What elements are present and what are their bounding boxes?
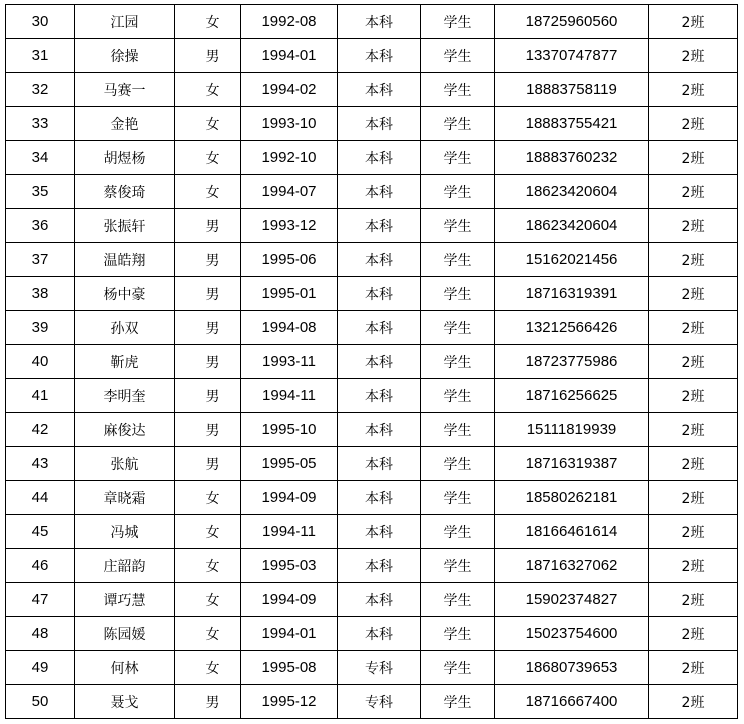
gender-cell: 男 — [175, 379, 241, 413]
occupation-cell: 学生 — [421, 583, 495, 617]
student-name-cell: 孙双 — [75, 311, 175, 345]
birth-date-cell: 1994-01 — [241, 39, 338, 73]
birth-date-cell: 1992-08 — [241, 5, 338, 39]
education-level-cell: 本科 — [338, 379, 421, 413]
gender-cell: 女 — [175, 481, 241, 515]
class-name-cell: 2班 — [649, 345, 738, 379]
class-name-cell: 2班 — [649, 583, 738, 617]
education-level-cell: 本科 — [338, 243, 421, 277]
student-name-cell: 聂戈 — [75, 685, 175, 719]
student-name-cell: 庄韶韵 — [75, 549, 175, 583]
birth-date-cell: 1995-10 — [241, 413, 338, 447]
phone-number-cell: 18723775986 — [495, 345, 649, 379]
table-row — [6, 141, 738, 175]
class-name-cell: 2班 — [649, 209, 738, 243]
occupation-cell: 学生 — [421, 73, 495, 107]
table-row — [6, 549, 738, 583]
phone-number-cell: 18166461614 — [495, 515, 649, 549]
student-name-cell: 张振轩 — [75, 209, 175, 243]
table-row — [6, 277, 738, 311]
birth-date-cell: 1993-12 — [241, 209, 338, 243]
table-row — [6, 175, 738, 209]
table-row — [6, 345, 738, 379]
education-level-cell: 本科 — [338, 413, 421, 447]
gender-cell: 男 — [175, 311, 241, 345]
occupation-cell: 学生 — [421, 345, 495, 379]
birth-date-cell: 1993-10 — [241, 107, 338, 141]
phone-number-cell: 15111819939 — [495, 413, 649, 447]
phone-number-cell: 18716256625 — [495, 379, 649, 413]
row-number-cell: 48 — [6, 617, 75, 651]
class-name-cell: 2班 — [649, 481, 738, 515]
education-level-cell: 本科 — [338, 39, 421, 73]
education-level-cell: 本科 — [338, 549, 421, 583]
birth-date-cell: 1995-03 — [241, 549, 338, 583]
class-name-cell: 2班 — [649, 413, 738, 447]
education-level-cell: 本科 — [338, 515, 421, 549]
table-row — [6, 311, 738, 345]
row-number-cell: 41 — [6, 379, 75, 413]
occupation-cell: 学生 — [421, 277, 495, 311]
phone-number-cell: 18623420604 — [495, 209, 649, 243]
gender-cell: 男 — [175, 447, 241, 481]
student-name-cell: 麻俊达 — [75, 413, 175, 447]
class-name-cell: 2班 — [649, 39, 738, 73]
occupation-cell: 学生 — [421, 311, 495, 345]
phone-number-cell: 18716667400 — [495, 685, 649, 719]
phone-number-cell: 18716319387 — [495, 447, 649, 481]
birth-date-cell: 1995-08 — [241, 651, 338, 685]
occupation-cell: 学生 — [421, 651, 495, 685]
phone-number-cell: 18725960560 — [495, 5, 649, 39]
student-name-cell: 章晓霜 — [75, 481, 175, 515]
row-number-cell: 50 — [6, 685, 75, 719]
gender-cell: 女 — [175, 651, 241, 685]
table-row — [6, 617, 738, 651]
birth-date-cell: 1992-10 — [241, 141, 338, 175]
birth-date-cell: 1994-11 — [241, 515, 338, 549]
birth-date-cell: 1994-02 — [241, 73, 338, 107]
birth-date-cell: 1993-11 — [241, 345, 338, 379]
occupation-cell: 学生 — [421, 5, 495, 39]
table-row — [6, 481, 738, 515]
occupation-cell: 学生 — [421, 39, 495, 73]
gender-cell: 女 — [175, 141, 241, 175]
occupation-cell: 学生 — [421, 141, 495, 175]
birth-date-cell: 1994-08 — [241, 311, 338, 345]
table-row — [6, 447, 738, 481]
class-name-cell: 2班 — [649, 73, 738, 107]
table-row — [6, 107, 738, 141]
table-row — [6, 583, 738, 617]
class-name-cell: 2班 — [649, 549, 738, 583]
phone-number-cell: 15902374827 — [495, 583, 649, 617]
student-name-cell: 陈园媛 — [75, 617, 175, 651]
student-name-cell: 靳虎 — [75, 345, 175, 379]
row-number-cell: 45 — [6, 515, 75, 549]
phone-number-cell: 18883758119 — [495, 73, 649, 107]
phone-number-cell: 13212566426 — [495, 311, 649, 345]
row-number-cell: 42 — [6, 413, 75, 447]
phone-number-cell: 18580262181 — [495, 481, 649, 515]
gender-cell: 女 — [175, 583, 241, 617]
class-name-cell: 2班 — [649, 651, 738, 685]
class-name-cell: 2班 — [649, 243, 738, 277]
gender-cell: 女 — [175, 73, 241, 107]
row-number-cell: 33 — [6, 107, 75, 141]
student-name-cell: 张航 — [75, 447, 175, 481]
class-name-cell: 2班 — [649, 141, 738, 175]
education-level-cell: 本科 — [338, 345, 421, 379]
occupation-cell: 学生 — [421, 617, 495, 651]
row-number-cell: 44 — [6, 481, 75, 515]
table-row — [6, 39, 738, 73]
birth-date-cell: 1994-09 — [241, 481, 338, 515]
birth-date-cell: 1995-05 — [241, 447, 338, 481]
education-level-cell: 本科 — [338, 209, 421, 243]
student-name-cell: 谭巧慧 — [75, 583, 175, 617]
education-level-cell: 本科 — [338, 141, 421, 175]
education-level-cell: 本科 — [338, 73, 421, 107]
row-number-cell: 43 — [6, 447, 75, 481]
row-number-cell: 40 — [6, 345, 75, 379]
class-name-cell: 2班 — [649, 617, 738, 651]
student-roster-table — [5, 4, 738, 719]
gender-cell: 女 — [175, 617, 241, 651]
phone-number-cell: 18883755421 — [495, 107, 649, 141]
gender-cell: 女 — [175, 107, 241, 141]
class-name-cell: 2班 — [649, 379, 738, 413]
gender-cell: 女 — [175, 515, 241, 549]
row-number-cell: 31 — [6, 39, 75, 73]
birth-date-cell: 1995-01 — [241, 277, 338, 311]
education-level-cell: 本科 — [338, 311, 421, 345]
occupation-cell: 学生 — [421, 447, 495, 481]
phone-number-cell: 18623420604 — [495, 175, 649, 209]
student-name-cell: 李明奎 — [75, 379, 175, 413]
table-row — [6, 413, 738, 447]
class-name-cell: 2班 — [649, 277, 738, 311]
student-name-cell: 马赛一 — [75, 73, 175, 107]
birth-date-cell: 1995-12 — [241, 685, 338, 719]
education-level-cell: 本科 — [338, 175, 421, 209]
phone-number-cell: 18716319391 — [495, 277, 649, 311]
row-number-cell: 49 — [6, 651, 75, 685]
education-level-cell: 本科 — [338, 5, 421, 39]
occupation-cell: 学生 — [421, 243, 495, 277]
table-row — [6, 73, 738, 107]
table-row — [6, 515, 738, 549]
education-level-cell: 本科 — [338, 447, 421, 481]
student-name-cell: 徐操 — [75, 39, 175, 73]
occupation-cell: 学生 — [421, 379, 495, 413]
gender-cell: 男 — [175, 39, 241, 73]
birth-date-cell: 1994-07 — [241, 175, 338, 209]
gender-cell: 男 — [175, 243, 241, 277]
birth-date-cell: 1994-01 — [241, 617, 338, 651]
row-number-cell: 37 — [6, 243, 75, 277]
student-name-cell: 金艳 — [75, 107, 175, 141]
class-name-cell: 2班 — [649, 685, 738, 719]
education-level-cell: 本科 — [338, 583, 421, 617]
education-level-cell: 本科 — [338, 107, 421, 141]
gender-cell: 女 — [175, 175, 241, 209]
student-name-cell: 温皓翔 — [75, 243, 175, 277]
class-name-cell: 2班 — [649, 311, 738, 345]
student-name-cell: 蔡俊琦 — [75, 175, 175, 209]
student-name-cell: 冯城 — [75, 515, 175, 549]
row-number-cell: 38 — [6, 277, 75, 311]
gender-cell: 男 — [175, 685, 241, 719]
row-number-cell: 46 — [6, 549, 75, 583]
student-name-cell: 杨中豪 — [75, 277, 175, 311]
birth-date-cell: 1994-11 — [241, 379, 338, 413]
table-row — [6, 243, 738, 277]
table-row — [6, 651, 738, 685]
gender-cell: 男 — [175, 413, 241, 447]
occupation-cell: 学生 — [421, 175, 495, 209]
student-name-cell: 胡煜杨 — [75, 141, 175, 175]
table-row — [6, 685, 738, 719]
education-level-cell: 本科 — [338, 481, 421, 515]
occupation-cell: 学生 — [421, 481, 495, 515]
class-name-cell: 2班 — [649, 107, 738, 141]
gender-cell: 男 — [175, 209, 241, 243]
row-number-cell: 39 — [6, 311, 75, 345]
birth-date-cell: 1994-09 — [241, 583, 338, 617]
phone-number-cell: 18680739653 — [495, 651, 649, 685]
class-name-cell: 2班 — [649, 447, 738, 481]
phone-number-cell: 13370747877 — [495, 39, 649, 73]
student-name-cell: 江园 — [75, 5, 175, 39]
class-name-cell: 2班 — [649, 175, 738, 209]
table-row — [6, 5, 738, 39]
row-number-cell: 32 — [6, 73, 75, 107]
class-name-cell: 2班 — [649, 515, 738, 549]
table-row — [6, 379, 738, 413]
class-name-cell: 2班 — [649, 5, 738, 39]
gender-cell: 女 — [175, 549, 241, 583]
gender-cell: 男 — [175, 345, 241, 379]
education-level-cell: 本科 — [338, 617, 421, 651]
phone-number-cell: 18716327062 — [495, 549, 649, 583]
education-level-cell: 专科 — [338, 685, 421, 719]
occupation-cell: 学生 — [421, 685, 495, 719]
gender-cell: 女 — [175, 5, 241, 39]
education-level-cell: 本科 — [338, 277, 421, 311]
row-number-cell: 30 — [6, 5, 75, 39]
birth-date-cell: 1995-06 — [241, 243, 338, 277]
occupation-cell: 学生 — [421, 107, 495, 141]
occupation-cell: 学生 — [421, 413, 495, 447]
education-level-cell: 专科 — [338, 651, 421, 685]
row-number-cell: 34 — [6, 141, 75, 175]
table-row — [6, 209, 738, 243]
occupation-cell: 学生 — [421, 209, 495, 243]
occupation-cell: 学生 — [421, 549, 495, 583]
row-number-cell: 35 — [6, 175, 75, 209]
student-name-cell: 何林 — [75, 651, 175, 685]
phone-number-cell: 18883760232 — [495, 141, 649, 175]
occupation-cell: 学生 — [421, 515, 495, 549]
phone-number-cell: 15162021456 — [495, 243, 649, 277]
row-number-cell: 47 — [6, 583, 75, 617]
phone-number-cell: 15023754600 — [495, 617, 649, 651]
row-number-cell: 36 — [6, 209, 75, 243]
roster-rows — [6, 5, 738, 719]
gender-cell: 男 — [175, 277, 241, 311]
